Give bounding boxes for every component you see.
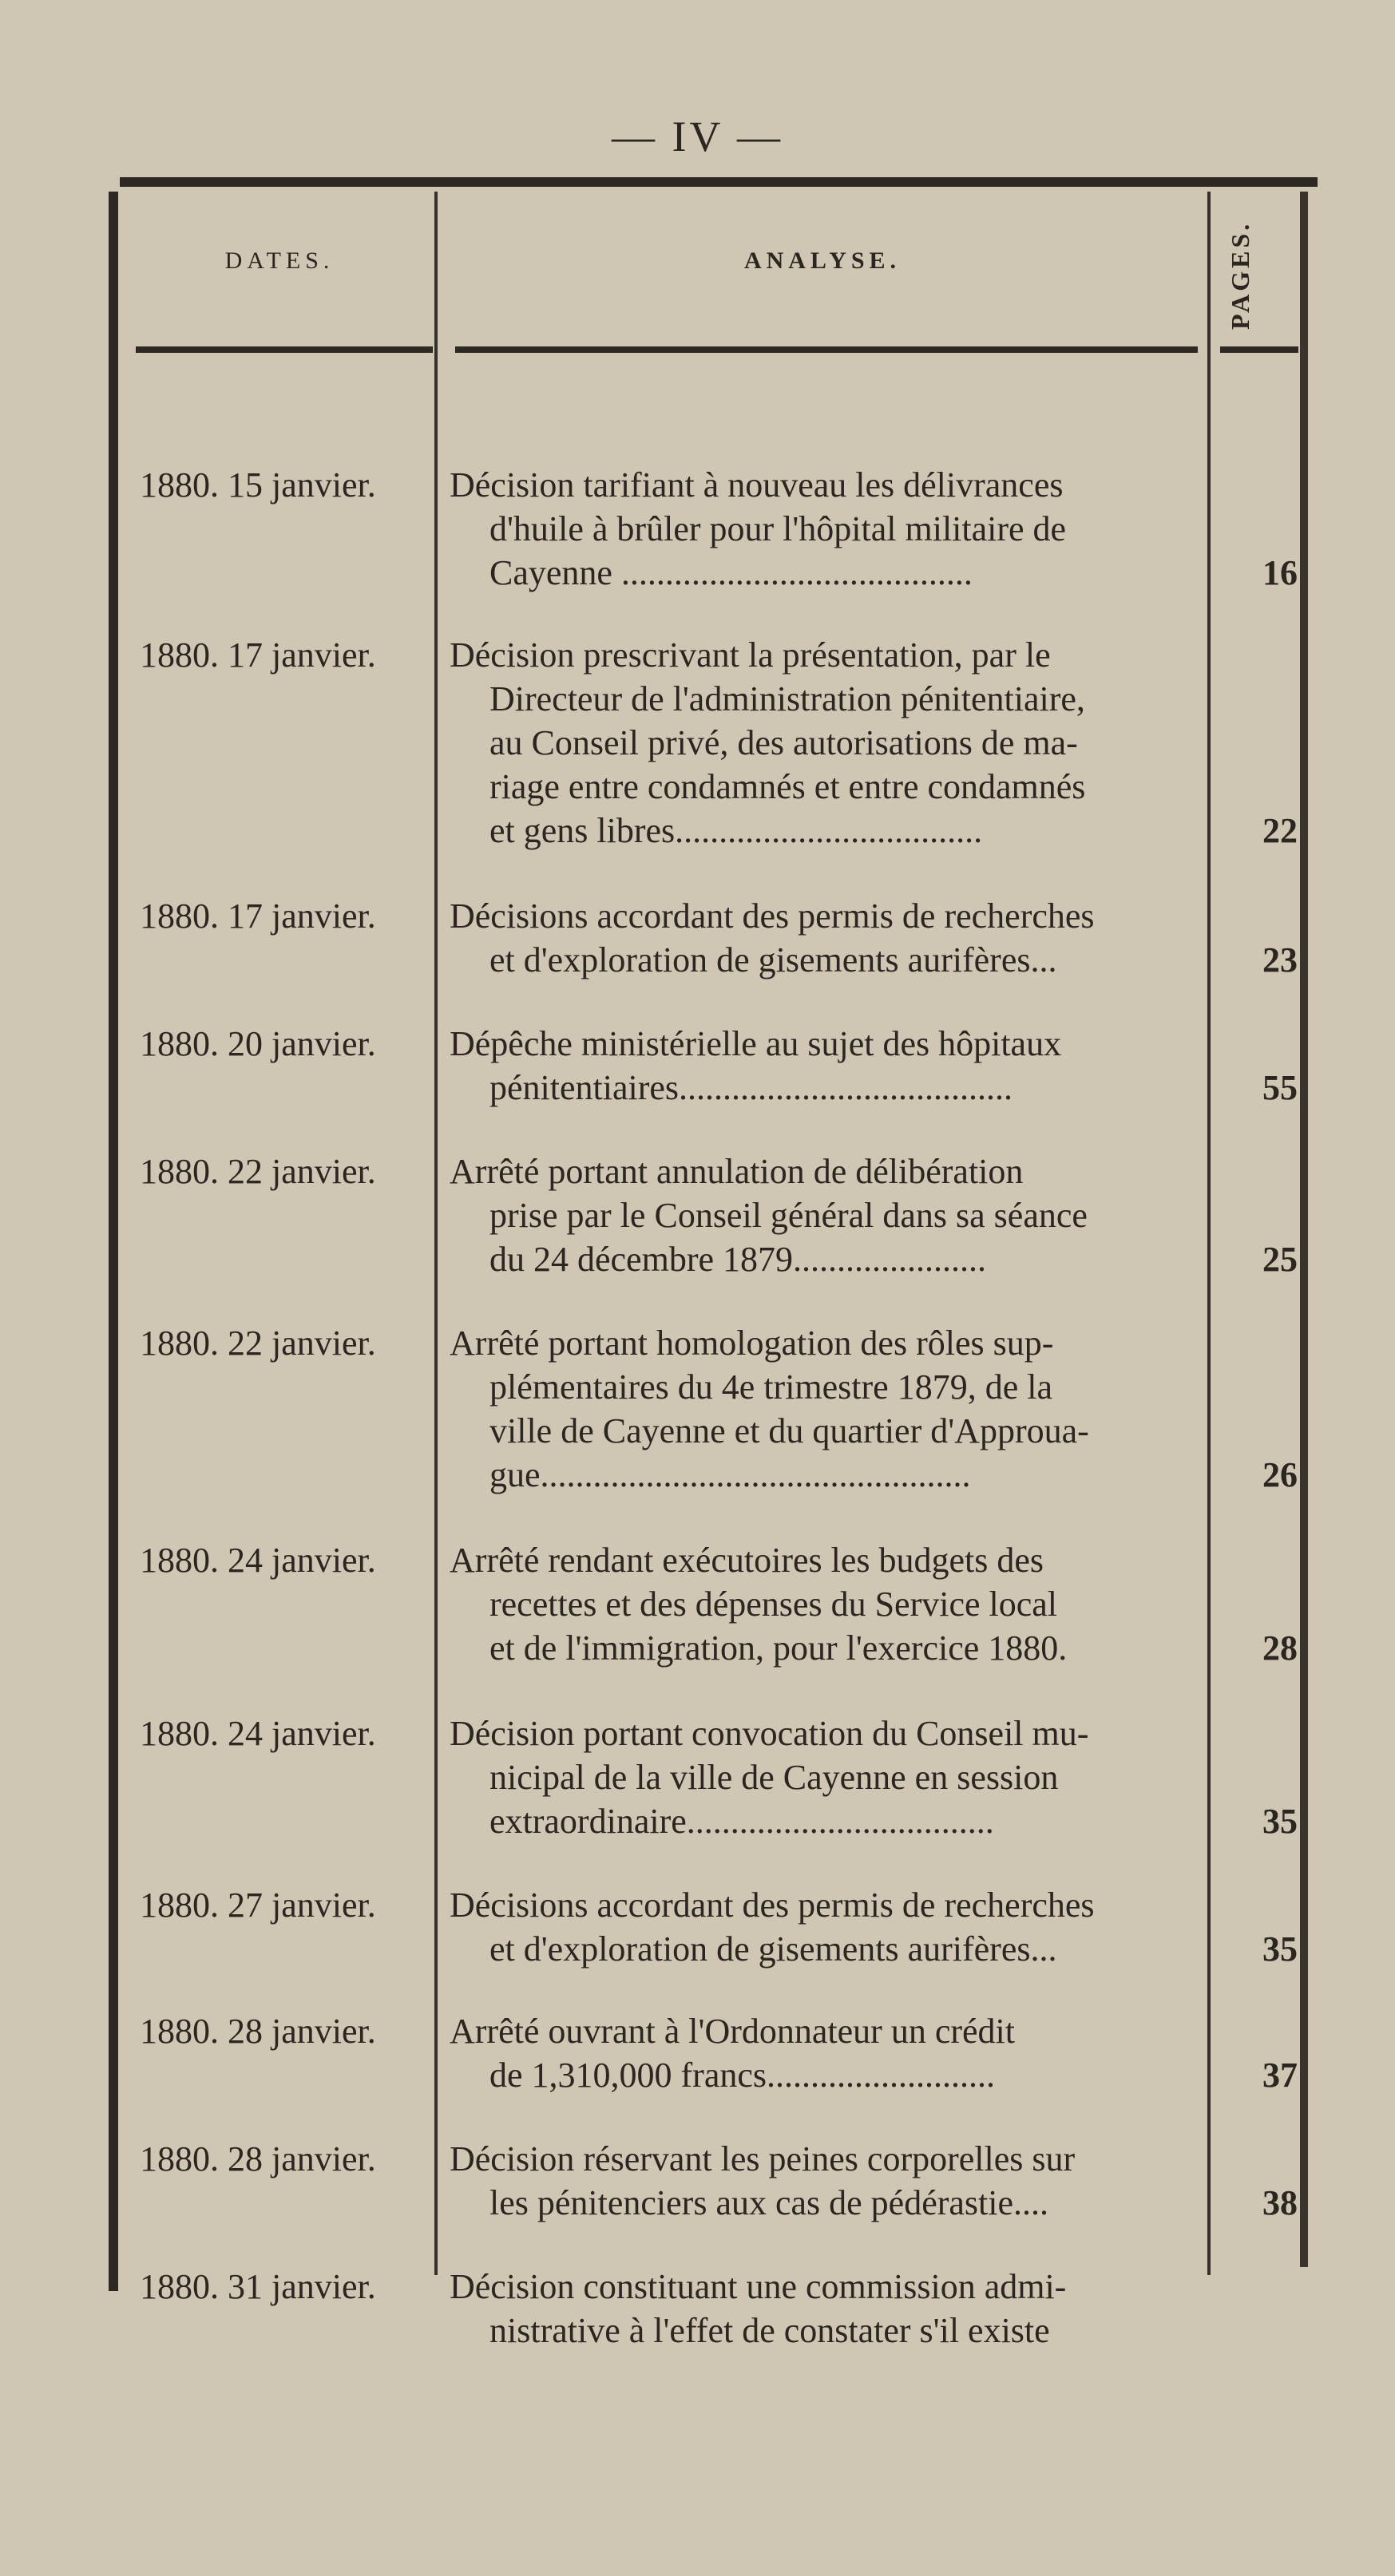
entry-row [0,1150,1395,1281]
entry-analysis-line: les pénitenciers aux cas de pédérastie.... [489,2183,1049,2222]
entry-analysis-line: Arrêté portant homologation des rôles sup- [450,1324,1054,1363]
entry-analysis-line: Cayenne ........................................ [489,553,973,592]
entry-analysis-line: Décision réservant les peines corporelles sur [450,2139,1076,2178]
entry-row [0,2009,1395,2097]
entry-analysis-line: gue................................................. [489,1455,971,1494]
entry-page-number: 38 [1262,2183,1298,2222]
entry-page-number: 28 [1262,1628,1298,1668]
entry-date: 1880. 27 janvier. [140,1886,376,1925]
entry-page-number: 37 [1262,2056,1298,2095]
entry-analysis [450,1711,1208,1843]
entry-row [0,633,1395,853]
entry-analysis [450,633,1208,853]
dates-header-rule [136,346,433,353]
entry-page-number: 35 [1262,1929,1298,1969]
entry-analysis-line: recettes et des dépenses du Service local [489,1585,1058,1624]
entry-date: 1880. 24 janvier. [140,1541,376,1580]
entry-date: 1880. 28 janvier. [140,2012,376,2051]
entry-date: 1880. 28 janvier. [140,2139,376,2178]
entry-analysis-line: Décision portant convocation du Conseil mu- [450,1714,1089,1753]
entry-analysis-line: d'huile à brûler pour l'hôpital militaire de [489,509,1067,548]
analyse-header-rule [455,346,1198,353]
entry-date: 1880. 17 janvier. [140,896,376,936]
entry-page-number: 35 [1262,1802,1298,1841]
entry-analysis-line: et d'exploration de gisements aurifères... [489,1929,1057,1969]
entry-row [0,1022,1395,1110]
entry-analysis [450,1883,1208,1971]
entry-page-number: 23 [1262,940,1298,979]
entry-page-number: 25 [1262,1240,1298,1279]
page-number: — IV — [611,113,783,160]
entry-analysis-line: Décision prescrivant la présentation, par le [450,635,1051,675]
top-rule [120,177,1318,187]
entry-analysis-line: prise par le Conseil général dans sa séance [489,1196,1088,1235]
entry-date: 1880. 24 janvier. [140,1714,376,1753]
entry-row [0,2265,1395,2352]
entry-analysis-line: riage entre condamnés et entre condamnés [489,767,1086,806]
entry-analysis-line: Arrêté ouvrant à l'Ordonnateur un crédit [450,2012,1015,2051]
entry-analysis-line: ville de Cayenne et du quartier d'Approua- [489,1411,1089,1450]
entry-analysis-line: de 1,310,000 francs.......................... [489,2056,996,2095]
entry-analysis [450,1321,1208,1497]
entry-date: 1880. 22 janvier. [140,1152,376,1191]
entry-analysis-line: et de l'immigration, pour l'exercice 1880. [489,1628,1068,1668]
entry-analysis-line: plémentaires du 4e trimestre 1879, de la [489,1367,1052,1407]
entry-analysis-line: Décisions accordant des permis de recherches [450,896,1095,936]
entry-analysis-line: du 24 décembre 1879...................... [489,1240,986,1279]
entry-analysis-line: Décisions accordant des permis de recherches [450,1886,1095,1925]
entry-analysis-line: Décision tarifiant à nouveau les délivrances [450,465,1064,505]
entry-analysis [450,2009,1208,2097]
entry-page-number: 55 [1262,1068,1298,1107]
pages-header: PAGES. [1226,220,1254,330]
entry-page-number: 26 [1262,1455,1298,1494]
entry-analysis [450,1538,1208,1670]
entry-row [0,1711,1395,1843]
entry-row [0,1883,1395,1971]
entry-analysis-line: Décision constituant une commission admi- [450,2267,1067,2306]
entry-page-number: 22 [1262,811,1298,850]
entry-analysis [450,1150,1208,1281]
entry-analysis-line: et d'exploration de gisements aurifères... [489,940,1057,979]
entry-date: 1880. 22 janvier. [140,1324,376,1363]
entry-analysis-line: extraordinaire................................... [489,1802,994,1841]
entry-analysis-line: nicipal de la ville de Cayenne en session [489,1758,1059,1797]
entry-analysis [450,2265,1208,2352]
entry-analysis [450,2137,1208,2225]
entry-analysis-line: Arrêté rendant exécutoires les budgets des [450,1541,1044,1580]
entry-analysis-line: Arrêté portant annulation de délibération [450,1152,1024,1191]
entry-analysis-line: au Conseil privé, des autorisations de ma- [489,723,1078,762]
analyse-header: ANALYSE. [743,247,902,274]
entry-page-number: 16 [1262,553,1298,592]
entry-analysis-line: Directeur de l'administration pénitentiaire, [489,679,1085,718]
entry-analysis [450,1022,1208,1110]
entry-date: 1880. 15 janvier. [140,465,376,505]
entry-row [0,1321,1395,1497]
entry-row [0,894,1395,982]
entry-analysis [450,463,1208,595]
entry-row [0,2137,1395,2225]
dates-header: DATES. [224,247,335,274]
entry-analysis-line: nistrative à l'effet de constater s'il existe [489,2311,1050,2350]
entry-row [0,463,1395,595]
entry-analysis-line: pénitentiaires...................................... [489,1068,1013,1107]
entry-date: 1880. 17 janvier. [140,635,376,675]
entries-list [0,423,1395,2352]
entry-analysis-line: et gens libres................................... [489,811,983,850]
entry-analysis-line: Dépêche ministérielle au sujet des hôpitaux [450,1024,1062,1063]
entry-date: 1880. 20 janvier. [140,1024,376,1063]
entry-date: 1880. 31 janvier. [140,2267,376,2306]
entry-row [0,1538,1395,1670]
pages-header-rule [1220,346,1298,353]
entry-analysis [450,894,1208,982]
